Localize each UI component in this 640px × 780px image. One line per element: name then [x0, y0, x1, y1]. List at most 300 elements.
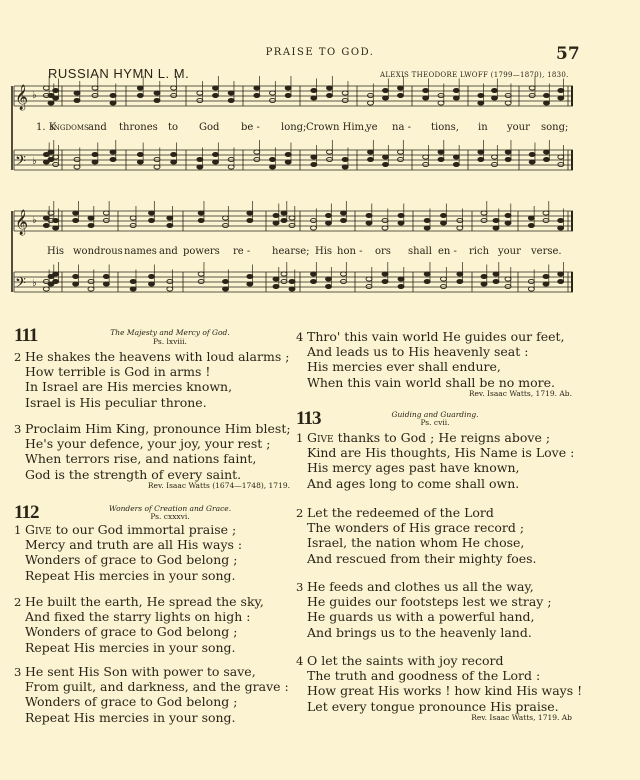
- note-head-icon: [198, 211, 204, 215]
- lyric-syllable: your: [507, 122, 530, 133]
- note-head-icon: [529, 160, 535, 164]
- note-head-icon: [492, 162, 498, 166]
- note-head-icon: [289, 279, 295, 283]
- note-head-icon: [73, 218, 79, 222]
- note-head-icon: [273, 213, 279, 217]
- note-head-icon: [110, 101, 116, 105]
- stanza-111-4: [296, 329, 565, 390]
- lyric-syllable: 1. K: [36, 122, 57, 133]
- note-head-icon: [383, 155, 389, 159]
- note-head-icon: [273, 277, 279, 281]
- note-head-icon: [326, 277, 332, 281]
- note-head-icon: [311, 155, 317, 159]
- note-head-icon: [154, 98, 160, 102]
- psalm-ref-113: Ps. cvii.: [420, 418, 450, 427]
- note-head-icon: [247, 218, 253, 222]
- note-head-icon: [53, 279, 59, 283]
- note-head-icon: [311, 88, 317, 92]
- note-head-icon: [198, 279, 204, 283]
- note-head-icon: [88, 279, 94, 283]
- note-head-icon: [424, 272, 430, 276]
- lyric-syllable: in: [478, 122, 488, 133]
- note-head-icon: [130, 223, 136, 227]
- note-head-icon: [171, 93, 177, 97]
- note-head-icon: [341, 279, 347, 283]
- note-head-icon: [558, 226, 564, 230]
- note-head-icon: [270, 91, 276, 95]
- note-head-icon: [73, 274, 79, 278]
- note-head-icon: [285, 152, 291, 156]
- note-head-icon: [285, 160, 291, 164]
- stanza-112-2: [14, 594, 264, 655]
- stanza-number: 3: [296, 580, 304, 594]
- stanza-line: He guards us with a powerful hand,: [307, 609, 535, 625]
- note-head-icon: [341, 272, 347, 276]
- note-head-icon: [528, 223, 534, 227]
- lyric-syllable: shall: [408, 246, 432, 257]
- stanza-line: How terrible is God in arms !: [25, 364, 211, 380]
- treble-clef-icon: 𝄞: [15, 210, 29, 235]
- note-head-icon: [198, 272, 204, 276]
- note-head-icon: [558, 218, 564, 222]
- note-head-icon: [110, 157, 116, 161]
- note-head-icon: [311, 279, 317, 283]
- stanza-number: 1: [296, 431, 304, 445]
- note-head-icon: [137, 93, 143, 97]
- note-head-icon: [481, 274, 487, 278]
- note-head-icon: [544, 93, 550, 97]
- note-head-icon: [441, 221, 447, 225]
- hymn-title-111: The Majesty and Mercy of God.: [110, 328, 230, 337]
- note-head-icon: [342, 157, 348, 161]
- note-head-icon: [505, 93, 511, 97]
- page-number: 57: [556, 44, 580, 64]
- bass-clef-icon: 𝄢: [15, 153, 26, 173]
- note-head-icon: [289, 223, 295, 227]
- lyric-syllable: be -: [241, 122, 260, 133]
- note-head-icon: [254, 93, 260, 97]
- treble-clef-icon: 𝄞: [15, 85, 29, 110]
- note-head-icon: [110, 150, 116, 154]
- stanza-line: Wonders of grace to God belong ;: [25, 624, 238, 640]
- stanza-112-1: [14, 522, 242, 583]
- note-head-icon: [558, 162, 564, 166]
- stanza-line: His mercy ages past have known,: [307, 460, 520, 476]
- note-head-icon: [223, 216, 229, 220]
- note-head-icon: [149, 211, 155, 215]
- stanza-line: Wonders of grace to God belong ;: [25, 552, 238, 568]
- note-head-icon: [53, 218, 59, 222]
- note-head-icon: [505, 213, 511, 217]
- note-head-icon: [326, 213, 332, 217]
- note-head-icon: [481, 218, 487, 222]
- note-head-icon: [311, 96, 317, 100]
- note-head-icon: [167, 279, 173, 283]
- note-head-icon: [326, 284, 332, 288]
- note-head-icon: [53, 88, 59, 92]
- lyric-syllable: song;: [541, 122, 569, 133]
- lyric-syllable: to: [168, 122, 179, 133]
- note-head-icon: [197, 165, 203, 169]
- lyric-syllable: en -: [438, 246, 457, 257]
- stanza-line: And brings us to the heavenly land.: [307, 624, 532, 640]
- note-head-icon: [368, 101, 374, 105]
- note-head-icon: [558, 96, 564, 100]
- stanza-113-2: [296, 505, 537, 566]
- note-head-icon: [505, 284, 511, 288]
- note-head-icon: [423, 96, 429, 100]
- stanza-line: From guilt, and darkness, and the grave :: [25, 679, 289, 695]
- stanza-113-1: [296, 430, 574, 491]
- stanza-line: Give thanks to God ; He reigns above ;: [307, 430, 551, 445]
- stanza-number: 3: [14, 422, 22, 436]
- stanza-line: Proclaim Him King, pronounce Him blest;: [25, 421, 291, 436]
- stanza-line: He shakes the heavens with loud alarms ;: [25, 349, 290, 364]
- hymn-number-111: 111: [14, 325, 38, 346]
- note-head-icon: [103, 218, 109, 222]
- note-head-icon: [398, 277, 404, 281]
- note-head-icon: [453, 88, 459, 92]
- note-head-icon: [341, 211, 347, 215]
- note-head-icon: [543, 211, 549, 215]
- note-head-icon: [478, 93, 484, 97]
- attribution-113: Rev. Isaac Watts, 1719. Ab: [471, 713, 572, 722]
- note-head-icon: [544, 157, 550, 161]
- lyric-syllable: tions,: [431, 122, 459, 133]
- note-head-icon: [171, 160, 177, 164]
- note-head-icon: [281, 279, 287, 283]
- note-head-icon: [342, 98, 348, 102]
- note-head-icon: [149, 274, 155, 278]
- stanza-line: Repeat His mercies in your song.: [25, 709, 236, 725]
- stanza-line: In Israel are His mercies known,: [25, 379, 233, 395]
- note-head-icon: [453, 155, 459, 159]
- note-head-icon: [53, 162, 59, 166]
- note-head-icon: [366, 213, 372, 217]
- note-head-icon: [368, 157, 374, 161]
- lyric-syllable: your: [498, 246, 521, 257]
- note-head-icon: [273, 284, 279, 288]
- lyric-syllable: re -: [233, 246, 251, 257]
- lyric-syllable: wondrous: [73, 246, 123, 257]
- flat-icon: ♭: [32, 278, 37, 289]
- note-head-icon: [213, 93, 219, 97]
- note-head-icon: [528, 279, 534, 283]
- note-head-icon: [529, 86, 535, 90]
- attribution-111-b: Rev. Isaac Watts, 1719. Ab.: [468, 389, 572, 398]
- stanza-number: 3: [14, 665, 22, 679]
- note-head-icon: [247, 211, 253, 215]
- note-head-icon: [53, 226, 59, 230]
- lyric-syllable: and: [88, 122, 107, 133]
- attribution-111: Rev. Isaac Watts (1674—1748), 1719.: [147, 481, 290, 490]
- lyric-syllable: hearse;: [272, 246, 310, 257]
- note-head-icon: [88, 223, 94, 227]
- note-head-icon: [341, 218, 347, 222]
- note-head-icon: [368, 93, 374, 97]
- note-head-icon: [167, 223, 173, 227]
- note-head-icon: [492, 88, 498, 92]
- note-head-icon: [492, 155, 498, 159]
- note-head-icon: [254, 150, 260, 154]
- note-head-icon: [558, 88, 564, 92]
- stanza-line: The wonders of His grace record ;: [307, 520, 525, 536]
- note-head-icon: [103, 282, 109, 286]
- note-head-icon: [327, 93, 333, 97]
- note-head-icon: [478, 157, 484, 161]
- note-head-icon: [327, 157, 333, 161]
- composer: ALEXIS THEODORE LWOFF (1799—1870), 1830.: [380, 71, 569, 79]
- note-head-icon: [254, 157, 260, 161]
- note-head-icon: [167, 287, 173, 291]
- note-head-icon: [398, 93, 404, 97]
- note-head-icon: [154, 91, 160, 95]
- note-head-icon: [228, 91, 234, 95]
- note-head-icon: [43, 223, 49, 227]
- psalm-ref-111: Ps. lxviii.: [153, 337, 187, 346]
- stanza-line: And rescued from their mighty foes.: [307, 550, 537, 566]
- note-head-icon: [171, 86, 177, 90]
- note-head-icon: [213, 152, 219, 156]
- note-head-icon: [137, 152, 143, 156]
- stanza-line: Thro' this vain world He guides our feet,: [307, 329, 565, 344]
- note-head-icon: [289, 216, 295, 220]
- lyric-syllable: powers: [183, 246, 220, 257]
- stanza-111-2: [14, 349, 289, 410]
- note-head-icon: [311, 162, 317, 166]
- stanza-line: How great His works ! how kind His ways !: [307, 683, 583, 699]
- note-head-icon: [368, 150, 374, 154]
- note-head-icon: [110, 93, 116, 97]
- stanza-line: O let the saints with joy record: [307, 653, 504, 668]
- note-head-icon: [398, 221, 404, 225]
- lyric-syllable: Crown Him,: [306, 122, 368, 133]
- note-head-icon: [342, 165, 348, 169]
- note-head-icon: [453, 162, 459, 166]
- note-head-icon: [366, 221, 372, 225]
- lyric-syllable: thrones: [119, 122, 158, 133]
- note-head-icon: [544, 101, 550, 105]
- stanza-number: 2: [14, 350, 22, 364]
- note-head-icon: [285, 86, 291, 90]
- note-head-icon: [285, 93, 291, 97]
- stanza-number: 2: [14, 595, 22, 609]
- note-head-icon: [48, 101, 54, 105]
- note-head-icon: [311, 226, 317, 230]
- note-head-icon: [481, 211, 487, 215]
- note-head-icon: [198, 218, 204, 222]
- lyric-syllable: verse.: [531, 246, 562, 257]
- note-head-icon: [197, 91, 203, 95]
- stanza-111-3: [14, 421, 291, 482]
- note-head-icon: [327, 150, 333, 154]
- lyric-syllable: long;: [281, 122, 307, 133]
- stanza-112-3: [14, 664, 289, 725]
- note-head-icon: [383, 162, 389, 166]
- note-head-icon: [493, 272, 499, 276]
- note-head-icon: [281, 272, 287, 276]
- note-head-icon: [528, 287, 534, 291]
- note-head-icon: [529, 93, 535, 97]
- lyric-syllable: names: [124, 246, 157, 257]
- note-head-icon: [398, 86, 404, 90]
- note-head-icon: [88, 287, 94, 291]
- note-head-icon: [342, 91, 348, 95]
- stanza-line: Repeat His mercies in your song.: [25, 567, 236, 583]
- stanza-number: 4: [296, 330, 304, 344]
- note-head-icon: [492, 96, 498, 100]
- note-head-icon: [223, 223, 229, 227]
- stanza-line: Wonders of grace to God belong ;: [25, 694, 238, 710]
- note-head-icon: [254, 86, 260, 90]
- note-head-icon: [505, 150, 511, 154]
- note-head-icon: [558, 155, 564, 159]
- note-head-icon: [273, 221, 279, 225]
- hymn-number-113: 113: [296, 408, 321, 429]
- note-head-icon: [438, 93, 444, 97]
- note-head-icon: [167, 216, 173, 220]
- hymn-number-112: 112: [14, 502, 39, 523]
- note-head-icon: [423, 155, 429, 159]
- lyric-syllable: His: [47, 246, 65, 257]
- note-head-icon: [197, 157, 203, 161]
- bass-clef-icon: 𝄢: [15, 275, 26, 295]
- note-head-icon: [326, 221, 332, 225]
- note-head-icon: [92, 86, 98, 90]
- note-head-icon: [289, 287, 295, 291]
- note-head-icon: [423, 162, 429, 166]
- note-head-icon: [73, 282, 79, 286]
- note-head-icon: [74, 165, 80, 169]
- note-head-icon: [130, 279, 136, 283]
- note-head-icon: [478, 150, 484, 154]
- stanza-line: God is the strength of every saint.: [25, 466, 242, 482]
- note-head-icon: [366, 284, 372, 288]
- note-head-icon: [441, 284, 447, 288]
- note-head-icon: [383, 96, 389, 100]
- stanza-line: Israel, the nation whom He chose,: [307, 535, 525, 551]
- note-head-icon: [53, 272, 59, 276]
- stanza-line: Let the redeemed of the Lord: [307, 505, 494, 520]
- psalm-ref-112: Ps. cxxxvi.: [150, 512, 190, 521]
- note-head-icon: [481, 282, 487, 286]
- stanza-number: 4: [296, 654, 304, 668]
- tune-name: RUSSIAN HYMN L. M.: [48, 66, 190, 81]
- stanza-line: Give to our God immortal praise ;: [25, 522, 237, 537]
- note-head-icon: [223, 287, 229, 291]
- note-head-icon: [311, 272, 317, 276]
- stanza-113-3: [296, 579, 552, 640]
- note-head-icon: [43, 86, 49, 90]
- note-head-icon: [505, 277, 511, 281]
- note-head-icon: [543, 282, 549, 286]
- stanza-line: Kind are His thoughts, His Name is Love :: [307, 445, 575, 461]
- note-head-icon: [382, 218, 388, 222]
- note-head-icon: [171, 152, 177, 156]
- stanza-line: When this vain world shall be no more.: [307, 374, 556, 390]
- note-head-icon: [281, 211, 287, 215]
- note-head-icon: [228, 98, 234, 102]
- stanza-line: And leads us to His heavenly seat :: [307, 344, 529, 360]
- note-head-icon: [197, 98, 203, 102]
- note-head-icon: [529, 152, 535, 156]
- stanza-line: He feeds and clothes us all the way,: [307, 579, 534, 594]
- note-head-icon: [130, 287, 136, 291]
- stanza-line: And fixed the starry lights on high :: [25, 609, 251, 625]
- note-head-icon: [457, 226, 463, 230]
- hymn-title-113: Guiding and Guarding.: [391, 410, 479, 419]
- note-head-icon: [382, 226, 388, 230]
- note-head-icon: [247, 274, 253, 278]
- note-head-icon: [281, 218, 287, 222]
- note-head-icon: [154, 157, 160, 161]
- note-head-icon: [74, 98, 80, 102]
- note-head-icon: [382, 272, 388, 276]
- note-head-icon: [457, 279, 463, 283]
- note-head-icon: [441, 213, 447, 217]
- stanza-line: He built the earth, He spread the sky,: [25, 594, 264, 609]
- note-head-icon: [43, 287, 49, 291]
- lyric-syllable: rich: [469, 246, 490, 257]
- stanza-line: He sent His Son with power to save,: [25, 664, 256, 679]
- note-head-icon: [398, 213, 404, 217]
- note-head-icon: [213, 86, 219, 90]
- note-head-icon: [366, 277, 372, 281]
- lyric-syllable: ye: [366, 122, 378, 133]
- note-head-icon: [88, 216, 94, 220]
- note-head-icon: [543, 274, 549, 278]
- note-head-icon: [543, 218, 549, 222]
- note-head-icon: [92, 152, 98, 156]
- note-head-icon: [457, 272, 463, 276]
- note-head-icon: [223, 279, 229, 283]
- stanza-113-4: [296, 653, 582, 714]
- note-head-icon: [398, 150, 404, 154]
- note-head-icon: [73, 211, 79, 215]
- running-head: PRAISE TO GOD.: [265, 47, 375, 58]
- note-head-icon: [137, 160, 143, 164]
- note-head-icon: [130, 216, 136, 220]
- note-head-icon: [453, 96, 459, 100]
- stanza-line: When terrors rise, and nations faint,: [25, 451, 257, 467]
- note-head-icon: [53, 96, 59, 100]
- note-head-icon: [149, 282, 155, 286]
- stanza-line: And ages long to come shall own.: [307, 475, 520, 491]
- lyric-syllable: His: [315, 246, 333, 257]
- note-head-icon: [213, 160, 219, 164]
- hymn-title-112: Wonders of Creation and Grace.: [108, 504, 232, 513]
- note-head-icon: [383, 88, 389, 92]
- note-head-icon: [478, 101, 484, 105]
- note-head-icon: [398, 284, 404, 288]
- stanza-number: 2: [296, 506, 304, 520]
- stanza-line: He guides our footsteps lest we stray ;: [307, 594, 552, 610]
- note-head-icon: [438, 157, 444, 161]
- note-head-icon: [228, 157, 234, 161]
- note-head-icon: [48, 150, 54, 154]
- note-head-icon: [441, 277, 447, 281]
- note-head-icon: [228, 165, 234, 169]
- note-head-icon: [103, 211, 109, 215]
- note-head-icon: [558, 279, 564, 283]
- note-head-icon: [154, 165, 160, 169]
- note-head-icon: [438, 150, 444, 154]
- stanza-line: Let every tongue pronounce His praise.: [307, 698, 559, 714]
- note-head-icon: [558, 272, 564, 276]
- lyric-syllable: na -: [392, 122, 411, 133]
- stanza-line: Israel is His peculiar throne.: [25, 394, 207, 410]
- note-head-icon: [424, 279, 430, 283]
